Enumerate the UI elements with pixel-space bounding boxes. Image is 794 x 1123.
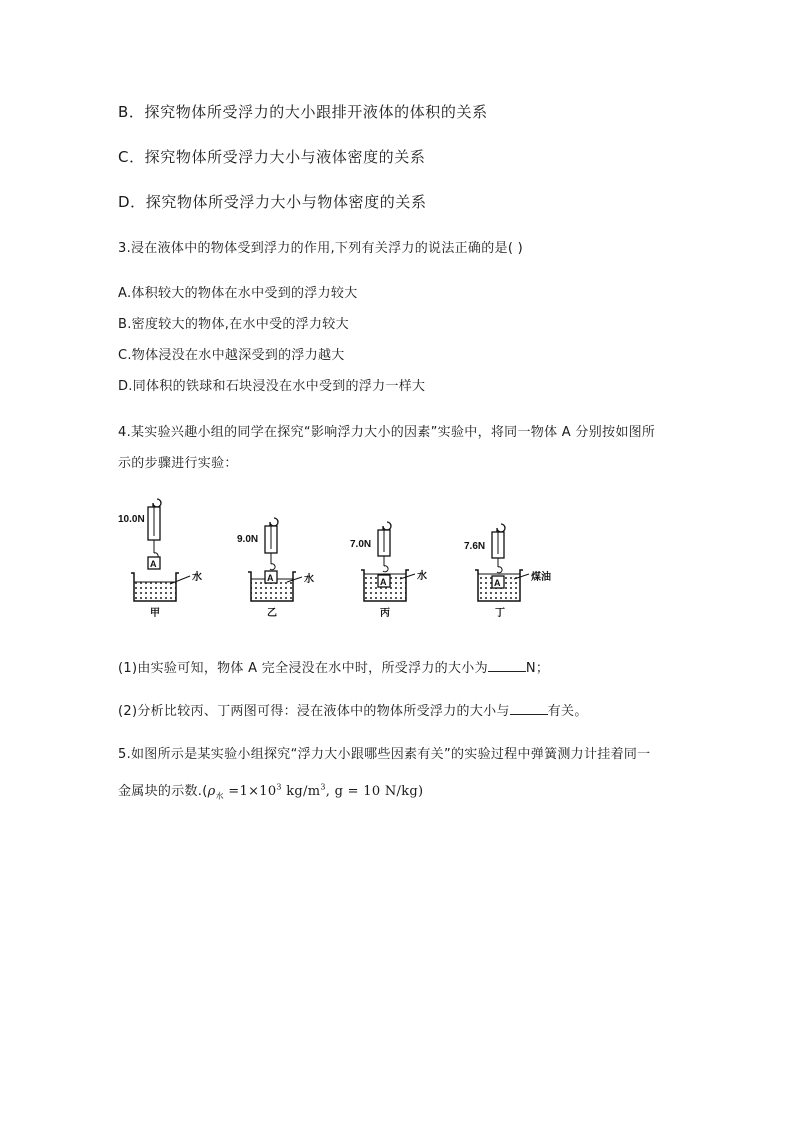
eq-exponent: 3 (276, 782, 282, 792)
panel-ding (464, 524, 551, 619)
eq-part-3: , g = 10 N/kg) (325, 784, 424, 799)
svg-text:A: A (267, 573, 274, 583)
reading-yi: 9.0N (237, 534, 259, 545)
option-d: D．探究物体所受浮力大小与物体密度的关系 (118, 193, 427, 211)
reading-ding: 7.6N (464, 541, 486, 552)
question-4-sub1 (118, 657, 549, 676)
caption-bing: 丙 (380, 608, 390, 619)
rho-subscript: 水 (215, 791, 224, 801)
question-3-option-d: D.同体积的铁球和石块浸没在水中受到的浮力一样大 (118, 379, 426, 394)
panel-jia (118, 499, 202, 619)
svg-text:A: A (380, 577, 387, 587)
answer-blank-1[interactable] (488, 659, 526, 672)
sub1-unit: N； (525, 661, 550, 676)
question-3-option-c: C.物体浸没在水中越深受到的浮力越大 (118, 348, 345, 363)
eq-part-1: =1×10 (223, 784, 277, 799)
reading-jia: 10.0N (118, 514, 145, 525)
liquid-label-ding: 煤油 (531, 572, 551, 583)
q5-formula (208, 784, 424, 799)
liquid-label-bing: 水 (417, 571, 427, 582)
sub2-tail: 有关。 (547, 704, 588, 719)
eq-exponent-2: 3 (320, 782, 326, 792)
question-3-option-b: B.密度较大的物体,在水中受的浮力较大 (118, 317, 349, 332)
caption-jia: 甲 (150, 608, 160, 619)
experiment-figure (110, 492, 590, 631)
caption-yi: 乙 (267, 608, 277, 619)
liquid-label-yi: 水 (304, 574, 314, 585)
svg-text:A: A (494, 578, 501, 588)
question-5-stem-line2 (118, 780, 423, 802)
liquid-label-jia: 水 (192, 572, 202, 583)
option-b: B．探究物体所受浮力的大小跟排开液体的体积的关系 (118, 103, 488, 121)
panel-bing (350, 522, 427, 619)
svg-text:A: A (150, 559, 157, 569)
question-4-stem-line1: 4.某实验兴趣小组的同学在探究“影响浮力大小的因素”实验中，将同一物体 A 分别按如图所 (118, 425, 656, 440)
sub1-text: (1)由实验可知，物体 A 完全浸没在水中时，所受浮力的大小为 (118, 661, 488, 676)
question-4-stem-line2: 示的步骤进行实验： (118, 456, 238, 471)
q5-prefix: 金属块的示数.( (118, 784, 208, 799)
option-c: C．探究物体所受浮力大小与液体密度的关系 (118, 148, 426, 166)
question-3-stem: 3.浸在液体中的物体受到浮力的作用,下列有关浮力的说法正确的是( ) (118, 241, 524, 256)
question-3-option-a: A.体积较大的物体在水中受到的浮力较大 (118, 286, 358, 301)
caption-ding: 丁 (495, 608, 505, 619)
answer-blank-2[interactable] (510, 702, 548, 715)
eq-part-2: kg/m (281, 784, 321, 799)
sub2-text: (2)分析比较丙、丁两图可得：浸在液体中的物体所受浮力的大小与 (118, 704, 510, 719)
rho-symbol: ρ (207, 784, 216, 799)
reading-bing: 7.0N (350, 539, 372, 550)
panel-yi (237, 518, 314, 619)
question-4-sub2 (118, 700, 588, 719)
question-5-stem-line1: 5.如图所示是某实验小组探究“浮力大小跟哪些因素有关”的实验过程中弹簧测力计挂着同一 (118, 747, 651, 762)
